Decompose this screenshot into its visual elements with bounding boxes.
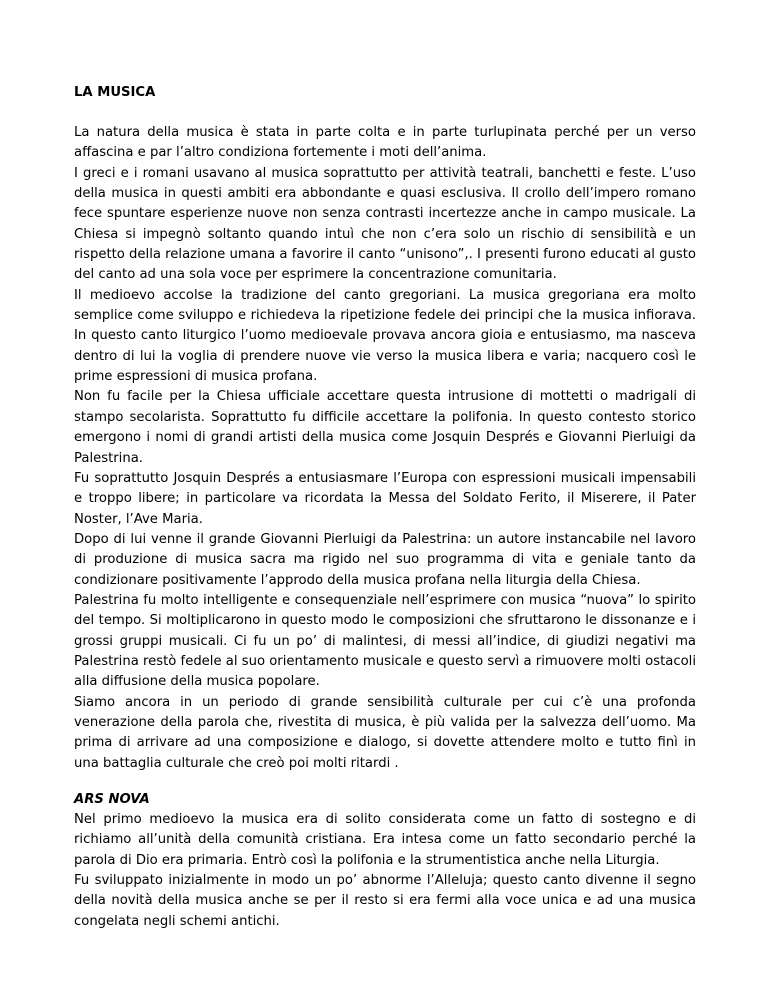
- document-page: [74, 83, 696, 932]
- section-body-la-musica: [74, 123, 696, 774]
- paragraph: I greci e i romani usavano al musica soprattutto per attività teatrali, banchetti e feste. L’uso della musica in questi ambiti era abbondante e quasi esclusiva. Il crollo dell’impero romano fece spuntare esperienze nuove non senza contrasti incertezze anche in campo musicale. La Chiesa si impegnò soltanto quando intuì che non c’era solo un rischio di sensibilità e un rispetto della relazione umana a favorire il canto “unisono”,. I presenti furono educati al gusto del canto ad una sola voce per esprimere la concentrazione comunitaria.: [74, 165, 696, 283]
- paragraph: Fu soprattutto Josquin Després a entusiasmare l’Europa con espressioni musicali impensabili e troppo libere; in particolare va ricordata la Messa del Soldato Ferito, il Miserere, il Pater Noster, l’Ave Maria.: [74, 470, 696, 527]
- paragraph: La natura della musica è stata in parte colta e in parte turlupinata perché per un verso affascina e par l’altro condiziona fortemente i moti dell’anima.: [74, 125, 696, 161]
- section-title-la-musica: LA MUSICA: [74, 85, 156, 100]
- paragraph: Siamo ancora in un periodo di grande sensibilità culturale per cui c’è una profonda venerazione della parola che, rivestita di musica, è più valida per la salvezza dell’uomo. Ma prima di arrivare ad una composizione e dialogo, si dovette attendere molto e tutto finì in una battaglia culturale che creò poi molti ritardi .: [74, 694, 696, 771]
- section-body-ars-nova: [74, 810, 696, 932]
- paragraph: Non fu facile per la Chiesa ufficiale accettare questa intrusione di mottetti o madrigali di stampo secolarista. Soprattutto fu difficile accettare la polifonia. In questo contesto storico emergono i nomi di grandi artisti della musica come Josquin Després e Giovanni Pierluigi da Palestrina.: [74, 389, 696, 466]
- paragraph: Nel primo medioevo la musica era di solito considerata come un fatto di sostegno e di richiamo all’unità della comunità cristiana. Era intesa come un fatto secondario perché la parola di Dio era primaria. Entrò così la polifonia e la strumentistica anche nella Liturgia.: [74, 812, 696, 868]
- section-title-ars-nova: ARS NOVA: [74, 792, 150, 807]
- section-spacer: [74, 774, 696, 790]
- paragraph: Fu sviluppato inizialmente in modo un po’ abnorme l’Alleluja; questo canto divenne il segno della novità della musica anche se per il resto si era fermi alla voce unica e ad una musica congelata negli schemi antichi.: [74, 873, 696, 929]
- paragraph: Il medioevo accolse la tradizione del canto gregoriani. La musica gregoriana era molto semplice come sviluppo e richiedeva la ripetizione fedele dei principi che la musica infiorava. In questo canto liturgico l’uomo medioevale provava ancora gioia e entusiasmo, ma nasceva dentro di lui la voglia di prendere nuove vie verso la musica libera e varia; nacquero così le prime espressioni di musica profana.: [74, 287, 696, 385]
- paragraph: Palestrina fu molto intelligente e consequenziale nell’esprimere con musica “nuova” lo spirito del tempo. Si moltiplicarono in questo modo le composizioni che sfruttarono le dissonanze e i grossi gruppi musicali. Ci fu un po’ di malintesi, di messi all’indice, di giudizi negativi ma Palestrina restò fedele al suo orientamento musicale e questo servì a rimuovere molti ostacoli alla diffusione della musica popolare.: [74, 592, 696, 690]
- paragraph: Dopo di lui venne il grande Giovanni Pierluigi da Palestrina: un autore instancabile nel lavoro di produzione di musica sacra ma rigido nel suo programma di vita e geniale tanto da condizionare positivamente l’approdo della musica profana nella liturgia della Chiesa.: [74, 531, 696, 588]
